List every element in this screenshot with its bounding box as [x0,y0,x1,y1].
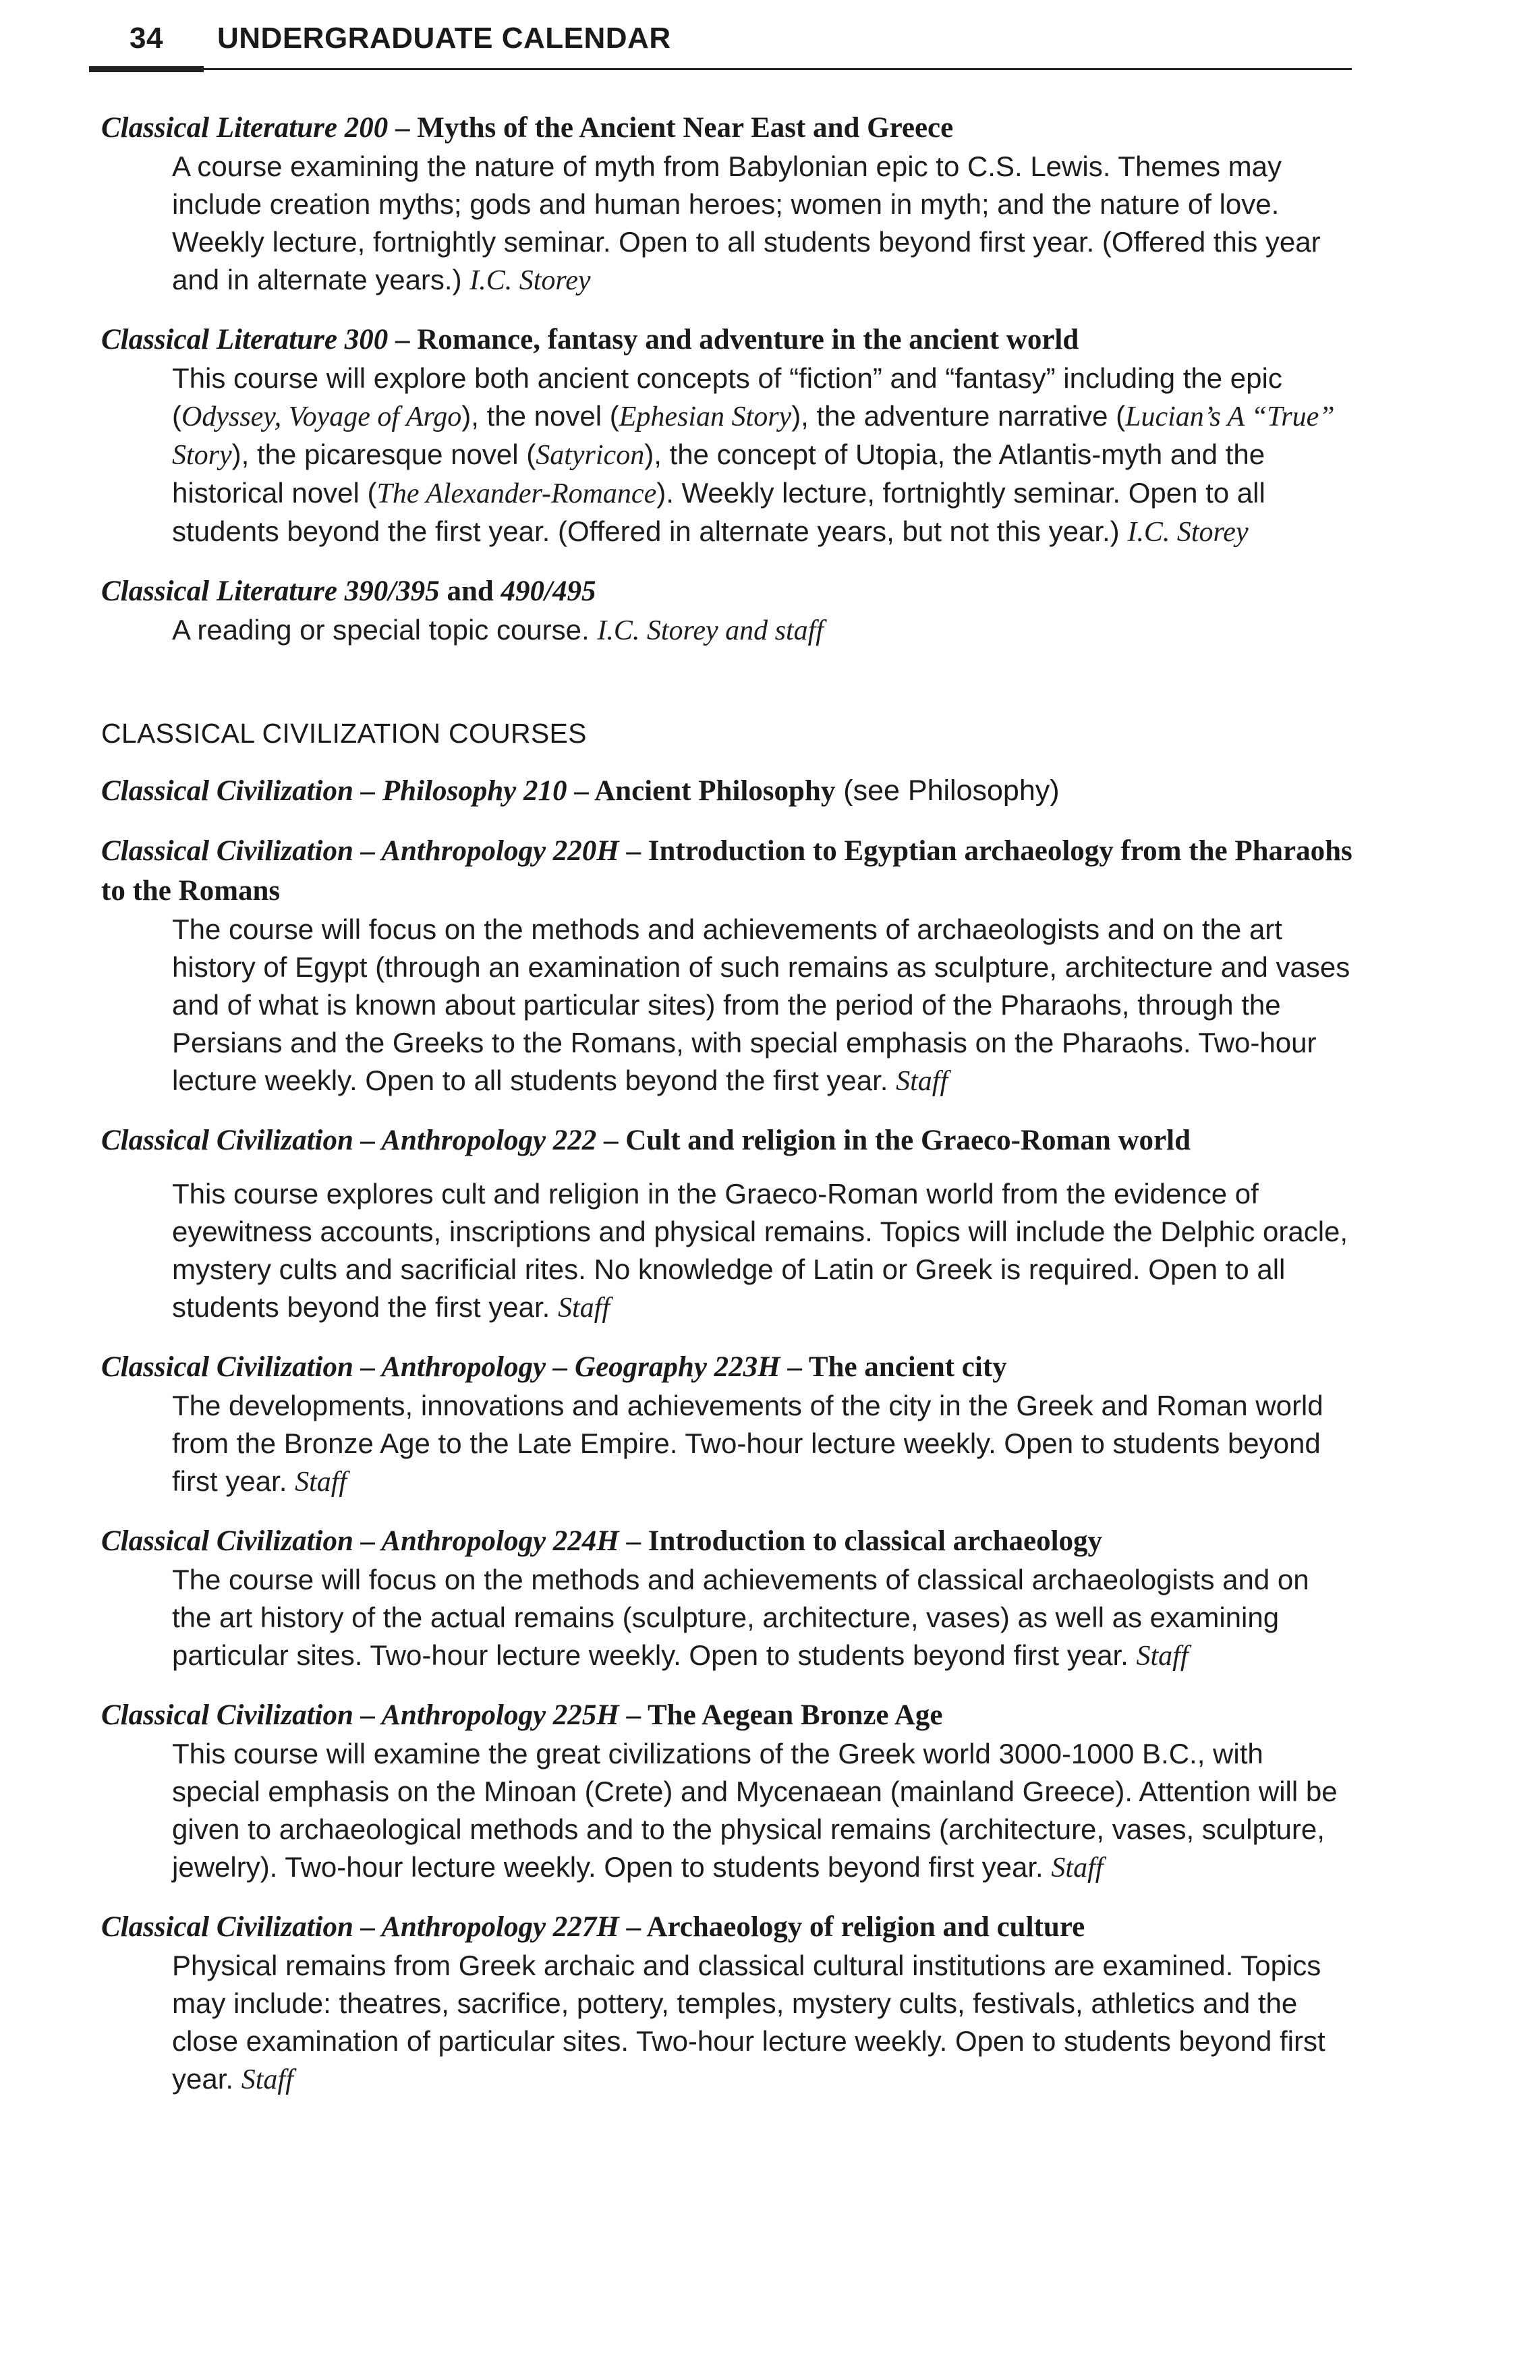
course-code: Classical Civilization – Anthropology 225H [101,1699,619,1731]
course-description [172,360,1356,551]
course-entry [101,1907,1356,2099]
course-separator: – [619,1699,648,1731]
page-number: 34 [130,22,163,55]
course-entry [101,1121,1356,1327]
course-title: Introduction to classical archaeology [648,1525,1103,1557]
course-joiner: and [439,575,501,607]
running-header [130,22,671,55]
course-code: Classical Literature 300 [101,324,389,356]
course-code: Classical Civilization – Anthropology 222 [101,1125,597,1156]
course-heading [101,1521,1356,1561]
instructor: Staff [241,2064,293,2095]
course-entry [101,320,1356,551]
course-entry [101,1347,1356,1501]
description-text: ), the concept of Utopia, the Atlantis-myth and the historical novel ( [172,438,1265,509]
course-entry [101,831,1356,1100]
course-heading [101,320,1356,360]
course-code: 490/495 [501,575,596,607]
description-text: The course will focus on the methods and achievements of classical archaeologists and on the art history of the actual remains (sculpture, architecture, vases) as well as examining particular sites. Two-hour lecture weekly. Open to students beyond first year. [172,1564,1309,1671]
course-code: Classical Civilization – Philosophy 210 [101,775,567,807]
section-heading: CLASSICAL CIVILIZATION COURSES [101,718,587,749]
course-description [172,1387,1356,1501]
description-text: A reading or special topic course. [172,614,598,646]
course-separator: – [619,1525,648,1557]
description-text: This course will examine the great civilizations of the Greek world 3000-1000 B.C., with special emphasis on the Minoan (Crete) and Mycenaean (mainland Greece). Attention will be given to archaeological methods and to the physical remains (architecture, vases, sculpture, jewelry). Two-hour lecture weekly. Open to students beyond first year. [172,1738,1338,1883]
course-code: Classical Civilization – Anthropology 227H [101,1911,619,1943]
course-heading [101,771,1356,811]
course-entry [101,1521,1356,1675]
work-title: Ephesian Story [619,401,792,432]
course-separator: – [388,112,418,144]
course-entry [101,571,1356,650]
description-text: This course will explore both ancient concepts of “fiction” and “fantasy” including the epic ( [172,362,1282,432]
instructor: Staff [896,1066,948,1097]
instructor: Staff [558,1293,610,1324]
description-text: ). Weekly lecture, fortnightly seminar. Open to all students beyond the first year. (Offered in alternate years, but not this year.) [172,477,1265,547]
course-heading [101,571,1356,611]
course-separator: – [780,1351,809,1383]
course-description [172,148,1356,300]
course-separator: – [619,1911,647,1943]
course-description [172,1947,1356,2099]
description-text: The developments, innovations and achievements of the city in the Greek and Roman world from the Bronze Age to the Late Empire. Two-hour lecture weekly. Open to students beyond first year. [172,1390,1323,1497]
course-description [172,1735,1356,1887]
header-title: UNDERGRADUATE CALENDAR [217,22,671,55]
course-code: Classical Literature 390/395 [101,575,440,607]
work-title: Lucian’s A “True” Story [172,401,1335,471]
header-rule [89,68,1352,70]
description-text: ), the adventure narrative ( [791,400,1126,432]
course-code: Classical Civilization – Anthropology – Geography 223H [101,1351,780,1383]
header-rule-accent [89,66,204,72]
course-heading [101,108,1356,148]
instructor: I.C. Storey [1127,517,1249,548]
course-title: Ancient Philosophy [594,775,836,807]
course-code: Classical Civilization – Anthropology 224H [101,1525,619,1557]
course-title: Introduction to Egyptian archaeology from the Pharaohs to the Romans [101,835,1352,907]
instructor: Staff [295,1467,347,1498]
description-text: ), the picaresque novel ( [231,438,536,470]
instructor: I.C. Storey [469,265,591,296]
course-title: The Aegean Bronze Age [647,1699,943,1731]
course-description [172,611,1356,650]
course-description [172,1175,1356,1327]
course-note: (see Philosophy) [835,774,1060,807]
course-title: Romance, fantasy and adventure in the ancient world [417,324,1079,356]
course-heading [101,1907,1356,1947]
course-heading [101,1695,1356,1735]
course-entry [101,1695,1356,1887]
instructor: Staff [1136,1641,1189,1672]
description-text: Physical remains from Greek archaic and classical cultural institutions are examined. Topics may include: theatres, sacrifice, pottery, temples, mystery cults, festivals, athletics and the close examination of particular sites. Two-hour lecture weekly. Open to students beyond first year. [172,1950,1325,2095]
instructor: I.C. Storey and staff [597,615,824,646]
course-title: Archaeology of religion and culture [646,1911,1085,1943]
course-listing [101,108,1356,2119]
course-title: Cult and religion in the Graeco-Roman world [625,1125,1191,1156]
instructor: Staff [1051,1852,1104,1883]
course-code: Classical Literature 200 [101,112,389,144]
work-title: The Alexander-Romance [376,478,657,509]
course-separator: – [596,1125,626,1156]
course-description [172,911,1356,1100]
course-separator: – [567,775,595,807]
description-text: The course will focus on the methods and achievements of archaeologists and on the art history of Egypt (through an examination of such remains as sculpture, architecture and vases and of what is known about particular sites) from the period of the Pharaohs, through the Persians and the Greeks to the Romans, with special emphasis on the Pharaohs. Two-hour lecture weekly. Open to all students beyond the first year. [172,913,1350,1096]
course-description [172,1561,1356,1675]
course-title: The ancient city [808,1351,1007,1383]
course-heading [101,1347,1356,1387]
course-entry [101,771,1356,811]
course-entry [101,108,1356,300]
description-text: A course examining the nature of myth from Babylonian epic to C.S. Lewis. Themes may include creation myths; gods and human heroes; women in myth; and the nature of love. Weekly lecture, fortnightly seminar. Open to all students beyond first year. (Offered this year and in alternate years.) [172,150,1321,295]
course-title: Myths of the Ancient Near East and Greece [417,112,954,144]
work-title: Odyssey, Voyage of Argo [181,401,462,432]
course-separator: – [619,835,648,867]
description-text: ), the novel ( [461,400,619,432]
course-heading [101,1121,1356,1160]
work-title: Satyricon [536,440,645,471]
description-text: This course explores cult and religion in the Graeco-Roman world from the evidence of eyewitness accounts, inscriptions and physical remains. Topics will include the Delphic oracle, mystery cults and sacrificial rites. No knowledge of Latin or Greek is required. Open to all students beyond the first year. [172,1178,1348,1323]
course-separator: – [388,324,418,356]
course-code: Classical Civilization – Anthropology 220H [101,835,619,867]
course-heading [101,831,1356,911]
